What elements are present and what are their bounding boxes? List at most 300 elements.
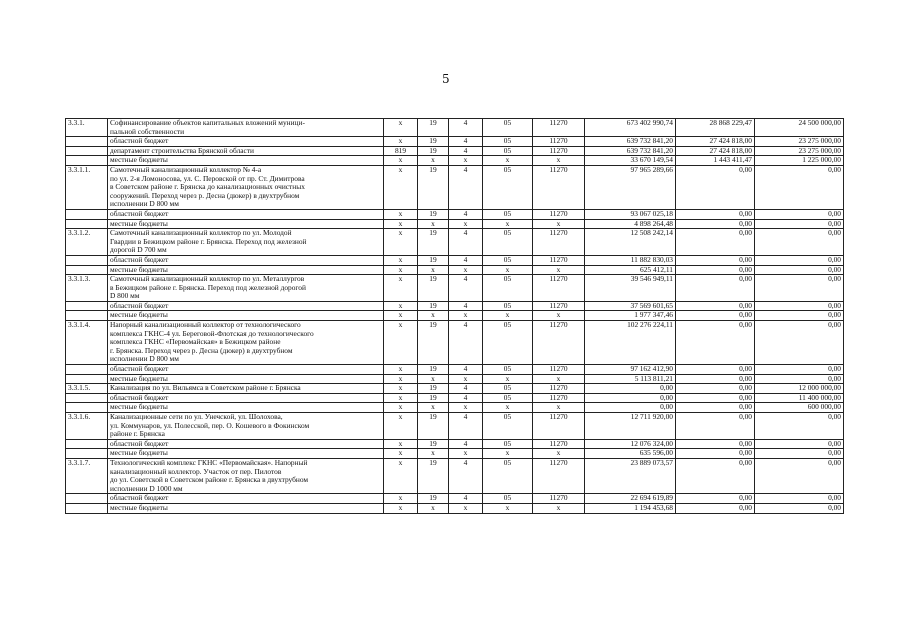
row-amount-1: 22 694 619,89 [585, 494, 676, 504]
row-name-text: департамент строительства Брянской области [110, 146, 255, 155]
row-target-code: 11270 [533, 137, 585, 147]
row-amount-3: 0,00 [755, 219, 844, 229]
row-amount-2: 0,00 [676, 229, 755, 256]
row-admin-code: х [384, 321, 418, 365]
row-subsection-code: 4 [449, 209, 483, 219]
row-section-code: 19 [418, 229, 449, 256]
row-amount-1: 93 067 025,18 [585, 209, 676, 219]
row-admin-code: х [384, 209, 418, 219]
row-amount-3: 0,00 [755, 365, 844, 375]
table-row [66, 146, 844, 156]
row-program-code: 05 [483, 494, 533, 504]
row-name [108, 229, 384, 256]
row-name [108, 321, 384, 365]
row-amount-3: 0,00 [755, 301, 844, 311]
row-section-code: 19 [418, 275, 449, 302]
row-name-text: Самотечный канализационный коллектор по ул. Молодой Гвардии в Бежицком районе г. Брянска. Переход под железной дорогой D 700 мм [110, 228, 307, 255]
row-name [108, 156, 384, 166]
row-amount-3: 12 000 000,00 [755, 384, 844, 394]
row-target-code: х [533, 374, 585, 384]
row-amount-1: 12 508 242,14 [585, 229, 676, 256]
row-target-code: 11270 [533, 229, 585, 256]
row-section-code: 19 [418, 494, 449, 504]
row-section-code: 19 [418, 439, 449, 449]
row-subsection-code: 4 [449, 275, 483, 302]
row-amount-1: 12 711 920,00 [585, 413, 676, 440]
row-program-code: х [483, 265, 533, 275]
row-amount-1: 11 882 830,03 [585, 255, 676, 265]
row-name [108, 384, 384, 394]
row-amount-1: 12 076 324,00 [585, 439, 676, 449]
row-target-code: 11270 [533, 209, 585, 219]
row-amount-2: 28 868 229,47 [676, 119, 755, 137]
table-row [66, 403, 844, 413]
row-amount-2: 0,00 [676, 209, 755, 219]
row-subsection-code: 4 [449, 229, 483, 256]
row-target-code: х [533, 311, 585, 321]
row-name [108, 119, 384, 137]
row-code: 3.3.1.6. [66, 413, 108, 440]
row-program-code: х [483, 503, 533, 513]
row-amount-3: 0,00 [755, 209, 844, 219]
row-amount-3: 0,00 [755, 374, 844, 384]
row-name [108, 311, 384, 321]
row-program-code: х [483, 156, 533, 166]
row-amount-3: 0,00 [755, 321, 844, 365]
row-program-code: 05 [483, 165, 533, 209]
row-admin-code: х [384, 137, 418, 147]
row-amount-1: 97 965 289,66 [585, 165, 676, 209]
row-amount-3: 0,00 [755, 439, 844, 449]
row-amount-3: 1 225 000,00 [755, 156, 844, 166]
table-row [66, 165, 844, 209]
row-section-code: 19 [418, 384, 449, 394]
row-subsection-code: 4 [449, 384, 483, 394]
row-subsection-code: 4 [449, 321, 483, 365]
row-program-code: 05 [483, 458, 533, 493]
row-name-text: областной бюджет [110, 493, 169, 503]
row-amount-3: 0,00 [755, 449, 844, 459]
row-admin-code: х [384, 403, 418, 413]
row-section-code: 19 [418, 165, 449, 209]
row-subsection-code: 4 [449, 255, 483, 265]
row-code [66, 403, 108, 413]
table-row [66, 301, 844, 311]
row-name-text: областной бюджет [110, 255, 169, 264]
row-amount-1: 23 889 073,57 [585, 458, 676, 493]
row-target-code: 11270 [533, 494, 585, 504]
row-amount-3: 0,00 [755, 503, 844, 513]
row-amount-1: 625 412,11 [585, 265, 676, 275]
row-name-text: областной бюджет [110, 209, 169, 218]
row-amount-1: 0,00 [585, 403, 676, 413]
row-amount-3: 0,00 [755, 458, 844, 493]
row-name [108, 219, 384, 229]
row-name-text: областной бюджет [110, 439, 169, 448]
row-section-code: х [418, 156, 449, 166]
row-section-code: 19 [418, 146, 449, 156]
row-name [108, 439, 384, 449]
row-subsection-code: 4 [449, 165, 483, 209]
row-name [108, 137, 384, 147]
table-row [66, 156, 844, 166]
table-row [66, 209, 844, 219]
row-name-text: Канализационные сети по ул. Унечской, ул. Шолохова, ул. Коммунаров, ул. Полесской, пер. О. Кошевого в Фокинском районе г. Брянска [110, 412, 310, 439]
row-amount-1: 0,00 [585, 393, 676, 403]
row-name [108, 449, 384, 459]
table-row [66, 384, 844, 394]
row-target-code: 11270 [533, 301, 585, 311]
row-subsection-code: 4 [449, 494, 483, 504]
row-program-code: х [483, 403, 533, 413]
row-code [66, 265, 108, 275]
row-name [108, 374, 384, 384]
row-name-text: областной бюджет [110, 136, 169, 146]
row-amount-2: 0,00 [676, 494, 755, 504]
row-section-code: х [418, 374, 449, 384]
row-program-code: 05 [483, 146, 533, 156]
row-name [108, 503, 384, 513]
table-row [66, 321, 844, 365]
table-row [66, 275, 844, 302]
row-amount-3: 0,00 [755, 494, 844, 504]
row-amount-2: 0,00 [676, 265, 755, 275]
row-amount-3: 0,00 [755, 255, 844, 265]
row-name [108, 209, 384, 219]
row-amount-1: 39 546 949,11 [585, 275, 676, 302]
row-name-text: Самотечный канализационный коллектор по ул. Металлургов в Бежицком районе г. Брянска. Переход под железной дорогой D 800 мм [110, 274, 306, 301]
row-admin-code: х [384, 275, 418, 302]
row-amount-3: 600 000,00 [755, 403, 844, 413]
row-amount-3: 24 500 000,00 [755, 119, 844, 137]
row-admin-code: х [384, 255, 418, 265]
row-admin-code: х [384, 503, 418, 513]
table-row [66, 137, 844, 147]
row-name-text: местные бюджеты [110, 448, 168, 458]
row-name-text: местные бюджеты [110, 374, 168, 383]
row-admin-code: х [384, 439, 418, 449]
row-subsection-code: 4 [449, 458, 483, 493]
row-name [108, 301, 384, 311]
row-code: 3.3.1.3. [66, 275, 108, 302]
row-admin-code: х [384, 311, 418, 321]
row-section-code: 19 [418, 209, 449, 219]
row-code [66, 301, 108, 311]
row-section-code: х [418, 503, 449, 513]
row-program-code: 05 [483, 275, 533, 302]
row-amount-2: 27 424 818,00 [676, 137, 755, 147]
row-program-code: 05 [483, 137, 533, 147]
row-amount-1: 639 732 841,20 [585, 146, 676, 156]
row-target-code: 11270 [533, 439, 585, 449]
table-row [66, 374, 844, 384]
row-code: 3.3.1.1. [66, 165, 108, 209]
row-target-code: 11270 [533, 413, 585, 440]
row-program-code: х [483, 449, 533, 459]
budget-table [65, 118, 844, 514]
row-name-text: областной бюджет [110, 364, 169, 374]
row-program-code: 05 [483, 209, 533, 219]
row-name [108, 413, 384, 440]
row-program-code: х [483, 374, 533, 384]
row-amount-3: 23 275 000,00 [755, 137, 844, 147]
row-name [108, 255, 384, 265]
row-name-text: местные бюджеты [110, 265, 168, 274]
row-amount-3: 0,00 [755, 229, 844, 256]
row-code [66, 503, 108, 513]
row-amount-1: 635 596,00 [585, 449, 676, 459]
row-target-code: х [533, 219, 585, 229]
table-row [66, 219, 844, 229]
row-name-text: областной бюджет [110, 393, 169, 402]
row-section-code: 19 [418, 413, 449, 440]
row-name [108, 165, 384, 209]
row-admin-code: х [384, 265, 418, 275]
row-amount-3: 0,00 [755, 413, 844, 440]
row-section-code: х [418, 311, 449, 321]
row-name [108, 403, 384, 413]
row-program-code: 05 [483, 255, 533, 265]
row-admin-code: х [384, 156, 418, 166]
row-amount-3: 23 275 000,00 [755, 146, 844, 156]
row-name-text: Канализация по ул. Вильямса в Советском районе г. Брянска [110, 383, 301, 393]
row-admin-code: 819 [384, 146, 418, 156]
row-program-code: 05 [483, 229, 533, 256]
row-amount-3: 11 400 000,00 [755, 393, 844, 403]
row-code [66, 146, 108, 156]
row-code: 3.3.1. [66, 119, 108, 137]
row-subsection-code: 4 [449, 439, 483, 449]
row-program-code: х [483, 311, 533, 321]
row-subsection-code: х [449, 503, 483, 513]
row-amount-2: 0,00 [676, 255, 755, 265]
row-amount-2: 1 443 411,47 [676, 156, 755, 166]
row-code [66, 311, 108, 321]
row-subsection-code: х [449, 449, 483, 459]
page-number: 5 [442, 72, 450, 86]
table-row [66, 494, 844, 504]
row-amount-1: 673 402 990,74 [585, 119, 676, 137]
row-code: 3.3.1.2. [66, 229, 108, 256]
row-code: 3.3.1.5. [66, 384, 108, 394]
row-section-code: 19 [418, 119, 449, 137]
row-section-code: 19 [418, 137, 449, 147]
row-subsection-code: х [449, 265, 483, 275]
row-target-code: 11270 [533, 365, 585, 375]
row-subsection-code: х [449, 219, 483, 229]
row-admin-code: х [384, 413, 418, 440]
row-subsection-code: 4 [449, 393, 483, 403]
row-code [66, 365, 108, 375]
table-row [66, 229, 844, 256]
row-admin-code: х [384, 301, 418, 311]
row-name-text: местные бюджеты [110, 402, 168, 412]
row-target-code: 11270 [533, 321, 585, 365]
row-amount-2: 0,00 [676, 439, 755, 449]
table-row [66, 503, 844, 513]
row-code [66, 209, 108, 219]
row-section-code: 19 [418, 255, 449, 265]
row-subsection-code: х [449, 374, 483, 384]
row-amount-2: 0,00 [676, 311, 755, 321]
table-row [66, 255, 844, 265]
row-program-code: 05 [483, 365, 533, 375]
row-target-code: х [533, 503, 585, 513]
row-target-code: 11270 [533, 384, 585, 394]
row-name [108, 265, 384, 275]
row-amount-1: 102 276 224,11 [585, 321, 676, 365]
row-section-code: х [418, 449, 449, 459]
row-code [66, 255, 108, 265]
row-amount-2: 0,00 [676, 321, 755, 365]
row-name-text: местные бюджеты [110, 310, 168, 320]
row-name-text: Технологический комплекс ГКНС «Первомайская». Напорный канализационный коллектор. Участок от пер. Пилотов до ул. Советской в Советском районе г. Брянска в двухтрубном исполнении D 1000 мм [110, 458, 309, 493]
row-amount-2: 0,00 [676, 503, 755, 513]
row-program-code: х [483, 219, 533, 229]
row-program-code: 05 [483, 393, 533, 403]
table-row [66, 393, 844, 403]
table-row [66, 265, 844, 275]
row-subsection-code: 4 [449, 137, 483, 147]
row-name-text: Напорный канализационный коллектор от технологического комплекса ГКНС-4 ул. Береговой-Флотская до технологического комплекса ГКНС «Первомайская» в Бежицком районе г. Брянска. Переход через р. Десна (дюкер) в двухтрубном исполнении D 800 мм [110, 320, 314, 364]
row-subsection-code: х [449, 156, 483, 166]
row-amount-1: 1 194 453,68 [585, 503, 676, 513]
row-code [66, 393, 108, 403]
row-program-code: 05 [483, 119, 533, 137]
table-row [66, 311, 844, 321]
row-amount-3: 0,00 [755, 275, 844, 302]
row-name-text: Софинансирование объектов капитальных вложений муници- пальной собственности [110, 118, 305, 136]
row-program-code: 05 [483, 321, 533, 365]
table-row [66, 365, 844, 375]
row-subsection-code: х [449, 403, 483, 413]
row-name [108, 146, 384, 156]
row-admin-code: х [384, 494, 418, 504]
row-name [108, 275, 384, 302]
row-name [108, 393, 384, 403]
row-section-code: 19 [418, 321, 449, 365]
row-amount-2: 0,00 [676, 403, 755, 413]
row-target-code: 11270 [533, 458, 585, 493]
row-subsection-code: 4 [449, 413, 483, 440]
row-section-code: х [418, 403, 449, 413]
row-name-text: областной бюджет [110, 301, 169, 310]
row-target-code: х [533, 403, 585, 413]
row-code: 3.3.1.4. [66, 321, 108, 365]
row-target-code: х [533, 156, 585, 166]
row-amount-1: 33 670 149,54 [585, 156, 676, 166]
row-code [66, 156, 108, 166]
table-row [66, 413, 844, 440]
row-amount-3: 0,00 [755, 265, 844, 275]
row-admin-code: х [384, 449, 418, 459]
row-program-code: 05 [483, 439, 533, 449]
row-subsection-code: 4 [449, 365, 483, 375]
row-code [66, 439, 108, 449]
row-name-text: местные бюджеты [110, 219, 168, 228]
row-admin-code: х [384, 365, 418, 375]
row-amount-1: 1 977 347,46 [585, 311, 676, 321]
row-admin-code: х [384, 374, 418, 384]
row-target-code: 11270 [533, 165, 585, 209]
row-admin-code: х [384, 393, 418, 403]
row-amount-2: 0,00 [676, 458, 755, 493]
row-amount-1: 0,00 [585, 384, 676, 394]
row-subsection-code: 4 [449, 301, 483, 311]
row-amount-1: 639 732 841,20 [585, 137, 676, 147]
row-name-text: местные бюджеты [110, 155, 168, 165]
row-admin-code: х [384, 219, 418, 229]
row-section-code: 19 [418, 301, 449, 311]
table-row [66, 449, 844, 459]
row-amount-2: 0,00 [676, 219, 755, 229]
row-target-code: 11270 [533, 275, 585, 302]
row-name-text: Самотечный канализационный коллектор № 4-а по ул. 2-я Ломоносова, ул. С. Перовской от пр. Ст. Димитрова в Советском районе г. Брянска до канализационных очистных сооружений. Переход через р. Десна (дюкер) в двухтрубном исполнении D 800 мм [110, 165, 305, 209]
row-target-code: х [533, 265, 585, 275]
row-target-code: 11270 [533, 255, 585, 265]
row-amount-2: 0,00 [676, 384, 755, 394]
row-amount-3: 0,00 [755, 311, 844, 321]
row-program-code: 05 [483, 301, 533, 311]
row-admin-code: х [384, 119, 418, 137]
row-code [66, 494, 108, 504]
row-code [66, 449, 108, 459]
row-section-code: х [418, 265, 449, 275]
row-code: 3.3.1.7. [66, 458, 108, 493]
row-amount-3: 0,00 [755, 165, 844, 209]
row-section-code: 19 [418, 458, 449, 493]
row-admin-code: х [384, 165, 418, 209]
row-name [108, 365, 384, 375]
row-amount-2: 0,00 [676, 393, 755, 403]
table-row [66, 119, 844, 137]
row-section-code: 19 [418, 365, 449, 375]
table-row [66, 439, 844, 449]
row-code [66, 374, 108, 384]
row-subsection-code: х [449, 311, 483, 321]
row-amount-2: 0,00 [676, 374, 755, 384]
row-amount-1: 5 113 811,21 [585, 374, 676, 384]
row-section-code: х [418, 219, 449, 229]
row-section-code: 19 [418, 393, 449, 403]
row-subsection-code: 4 [449, 146, 483, 156]
row-amount-2: 0,00 [676, 365, 755, 375]
row-subsection-code: 4 [449, 119, 483, 137]
row-amount-2: 27 424 818,00 [676, 146, 755, 156]
row-target-code: 11270 [533, 146, 585, 156]
row-program-code: 05 [483, 413, 533, 440]
row-amount-2: 0,00 [676, 165, 755, 209]
row-target-code: 11270 [533, 393, 585, 403]
row-program-code: 05 [483, 384, 533, 394]
row-target-code: х [533, 449, 585, 459]
row-name [108, 458, 384, 493]
row-name-text: местные бюджеты [110, 503, 168, 512]
row-amount-2: 0,00 [676, 301, 755, 311]
row-amount-1: 97 162 412,90 [585, 365, 676, 375]
row-target-code: 11270 [533, 119, 585, 137]
row-code [66, 137, 108, 147]
table-row [66, 458, 844, 493]
row-amount-2: 0,00 [676, 275, 755, 302]
row-code [66, 219, 108, 229]
row-admin-code: х [384, 384, 418, 394]
row-amount-1: 4 898 264,48 [585, 219, 676, 229]
row-amount-2: 0,00 [676, 413, 755, 440]
row-admin-code: х [384, 229, 418, 256]
row-admin-code: х [384, 458, 418, 493]
row-amount-2: 0,00 [676, 449, 755, 459]
